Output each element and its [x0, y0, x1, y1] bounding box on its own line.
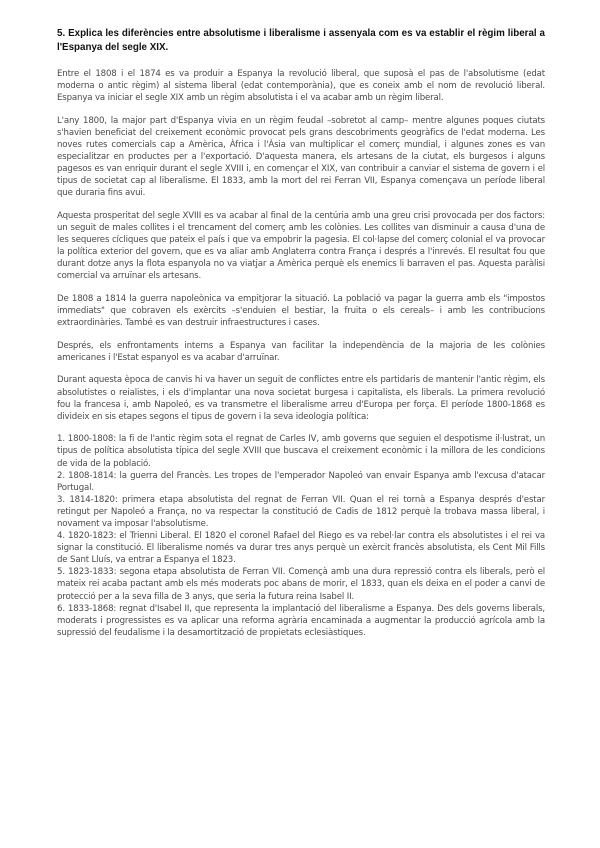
paragraph-conflicts: Durant aquesta època de canvis hi va haver un seguit de conflictes entre els partidaris de mantenir l'antic règim, els absolutistes o reialistes, i els d'implantar una nova societat burgesa i capitalista, els liberals. La primera revolució fou la francesa i, amb Napoleó, es va transmetre el liberalisme arreu d'Europa per força. El període 1800-1868 es divideix en sis etapes segons el tipus de govern i la seva ideologia política: [57, 375, 545, 422]
paragraph-colonies: Després, els enfrontaments interns a Espanya van facilitar la independència de la majoria de les colònies americanes i l'Estat espanyol es va acabar d'arruïnar. [57, 340, 545, 363]
question-title: 5. Explica les diferències entre absolutisme i liberalisme i assenyala com es va establir el règim liberal a l'Espanya del segle XIX. [57, 28, 545, 53]
paragraph-intro: Entre el 1808 i el 1874 es va produir a Espanya la revolució liberal, que suposà el pas de l'absolutisme (edat moderna o antic règim) al sistema liberal (edat contemporània), que es coneix amb el nom de revolució liberal. Espanya va iniciar el segle XIX amb un règim absolutista i el va acabar amb un règim liberal. [57, 69, 545, 104]
paragraph-year-1800: L'any 1800, la major part d'Espanya vivia en un règim feudal –sobretot al camp– mentre algunes poques ciutats s'havien beneficiat del creixement econòmic provocat pels grans descobriments geogràfics de l'edat moderna. Les noves rutes comercials cap a Amèrica, Àfrica i l'Àsia van multiplicar el comerç mundial, i algunes zones es van especialitzar en productes per a l'exportació. D'aquesta manera, els artesans de la ciutat, els burgesos i alguns pagesos es van enriquir durant el segle XVIII i, en començar el XIX, van contribuir a canviar el sistema de govern i el tipus de societat cap al liberalisme. El 1833, amb la mort del rei Ferran VII, Espanya començava un període liberal que duraria fins avui. [57, 115, 545, 199]
stages-list [57, 433, 545, 639]
stage-item: 2. 1808-1814: la guerra del Francès. Les tropes de l'emperador Napoleó van envair Espanya amb l'excusa d'atacar Portugal. [57, 470, 545, 493]
stage-item: 1. 1800-1808: la fi de l'antic règim sota el regnat de Carles IV, amb governs que seguien el despotisme il·lustrat, un tipus de política absolutista típica del segle XVIII que buscava el creixement econòmic i la millora de les condicions de vida de la població. [57, 434, 545, 469]
stage-item: 6. 1833-1868: regnat d'Isabel II, que representa la implantació del liberalisme a Espanya. Des dels governs liberals, moderats i progressistes es va aplicar una reforma agrària encaminada a augmentar la producció agrícola amb la supressió del feudalisme i la desamortització de propietats eclesiàstiques. [57, 603, 545, 638]
stage-item: 3. 1814-1820: primera etapa absolutista del regnat de Ferran VII. Quan el rei tornà a Espanya després d'estar retingut per Napoleó a França, no va respectar la constitució de Cadis de 1812 perquè la trobava massa liberal, i novament va imposar l'absolutisme. [57, 494, 545, 529]
stage-item: 5. 1823-1833: segona etapa absolutista de Ferran VII. Començà amb una dura repressió contra els liberals, però el mateix rei acaba pactant amb els més moderats poc abans de morir, el 1833, quan els deixa en el poder a canvi de protecció per a la seva filla de 3 anys, que seria la futura reina Isabel II. [57, 567, 545, 602]
paragraph-napoleonic-war: De 1808 a 1814 la guerra napoleònica va empitjorar la situació. La població va pagar la guerra amb els "impostos immediats" que cobraven els exèrcits –s'enduien el bestiar, la fruita o els cereals– i amb les contribucions extraordinàries. També es van destruir infraestructures i cases. [57, 294, 545, 329]
paragraph-crisis: Aquesta prosperitat del segle XVIII es va acabar al final de la centúria amb una greu crisi provocada per dos factors: un seguit de males collites i el trencament del comerç amb les colònies. Les collites van disminuir a causa d'una de les sequeres cícliques que pateix el país i que va empobrir la pagesia. El col·lapse del comerç colonial el va provocar la política exterior del govern, que es va aliar amb Anglaterra contra França i després a l'inrevés. El resultat fou que durant dotze anys la flota espanyola no va viatjar a Amèrica perquè els enemics li barraven el pas. Aquesta paràlisi comercial va arruïnar els artesans. [57, 210, 545, 282]
stage-item: 4. 1820-1823: el Trienni Liberal. El 1820 el coronel Rafael del Riego es va rebel·lar contra els absolutistes i el rei va signar la constitució. El liberalisme només va durar tres anys perquè un exèrcit francès absolutista, els Cent Mil Fills de Sant Lluís, va entrar a Espanya el 1823. [57, 531, 545, 566]
document-page [57, 27, 545, 639]
